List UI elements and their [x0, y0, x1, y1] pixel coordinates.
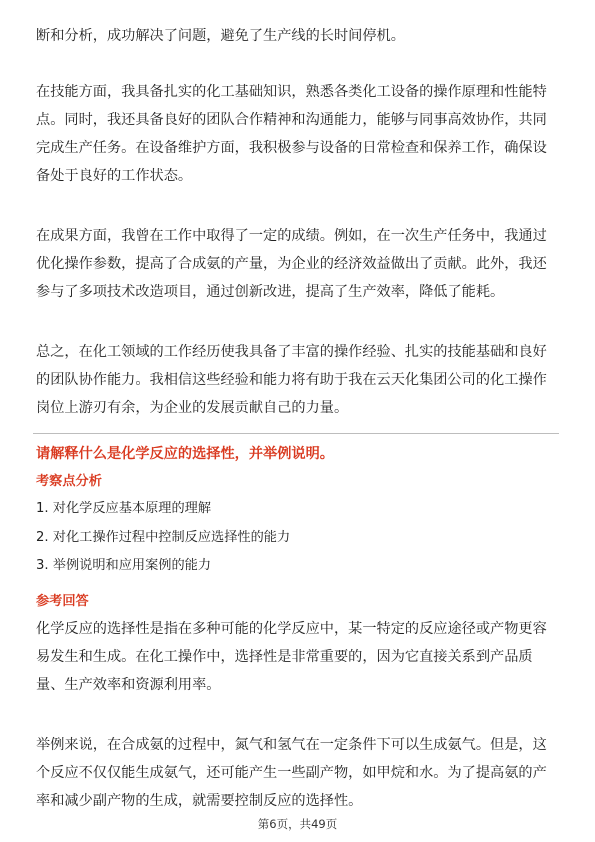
paragraph-line: 在技能方面，我具备扎实的化工基础知识，熟悉各类化工设备的操作原理和性能特 — [36, 84, 547, 100]
analysis-heading: 考察点分析 — [36, 474, 102, 489]
answer-paragraph-example — [36, 731, 558, 815]
answer-paragraph-definition — [36, 615, 558, 699]
paragraph-line: 率和减少副产物的生成，就需要控制反应的选择性。 — [36, 793, 363, 809]
paragraph-line: 断和分析，成功解决了问题，避免了生产线的长时间停机。 — [36, 28, 405, 44]
paragraph-line: 岗位上游刃有余，为企业的发展贡献自己的力量。 — [36, 400, 349, 416]
paragraph-line: 量、生产效率和资源利用率。 — [36, 677, 221, 693]
paragraph-line: 备处于良好的工作状态。 — [36, 168, 193, 184]
paragraph-line: 参与了多项技术改造项目，通过创新改进，提高了生产效率，降低了能耗。 — [36, 284, 505, 300]
analysis-item: 3. 举例说明和应用案例的能力 — [36, 558, 212, 573]
paragraph-line: 的团队协作能力。我相信这些经验和能力将有助于我在云天化集团公司的化工操作 — [36, 372, 547, 388]
paragraph-line: 举例来说，在合成氨的过程中，氮气和氢气在一定条件下可以生成氨气。但是，这 — [36, 737, 547, 753]
analysis-item: 1. 对化学反应基本原理的理解 — [36, 501, 212, 516]
paragraph-line: 完成生产任务。在设备维护方面，我积极参与设备的日常检查和保养工作，确保设 — [36, 140, 547, 156]
paragraph-skills — [36, 78, 558, 190]
paragraph-line: 易发生和生成。在化工操作中，选择性是非常重要的，因为它直接关系到产品质 — [36, 649, 533, 665]
paragraph-line: 优化操作参数，提高了合成氨的产量，为企业的经济效益做出了贡献。此外，我还 — [36, 256, 547, 272]
answer-heading: 参考回答 — [36, 594, 89, 609]
question-title: 请解释什么是化学反应的选择性，并举例说明。 — [36, 446, 334, 462]
paragraph-line: 化学反应的选择性是指在多种可能的化学反应中，某一特定的反应途径或产物更容 — [36, 621, 547, 637]
page-number: 第6页，共49页 — [257, 817, 338, 831]
section-divider — [33, 433, 559, 434]
paragraph-continuation — [36, 22, 558, 50]
paragraph-line: 总之，在化工领域的工作经历使我具备了丰富的操作经验、扎实的技能基础和良好 — [36, 344, 547, 360]
paragraph-achievements — [36, 222, 558, 306]
paragraph-line: 点。同时，我还具备良好的团队合作精神和沟通能力，能够与同事高效协作，共同 — [36, 112, 547, 128]
paragraph-line: 个反应不仅仅能生成氨气，还可能产生一些副产物，如甲烷和水。为了提高氨的产 — [36, 765, 547, 781]
paragraph-line: 在成果方面，我曾在工作中取得了一定的成绩。例如，在一次生产任务中，我通过 — [36, 228, 547, 244]
paragraph-summary — [36, 338, 558, 422]
analysis-item: 2. 对化工操作过程中控制反应选择性的能力 — [36, 530, 291, 545]
